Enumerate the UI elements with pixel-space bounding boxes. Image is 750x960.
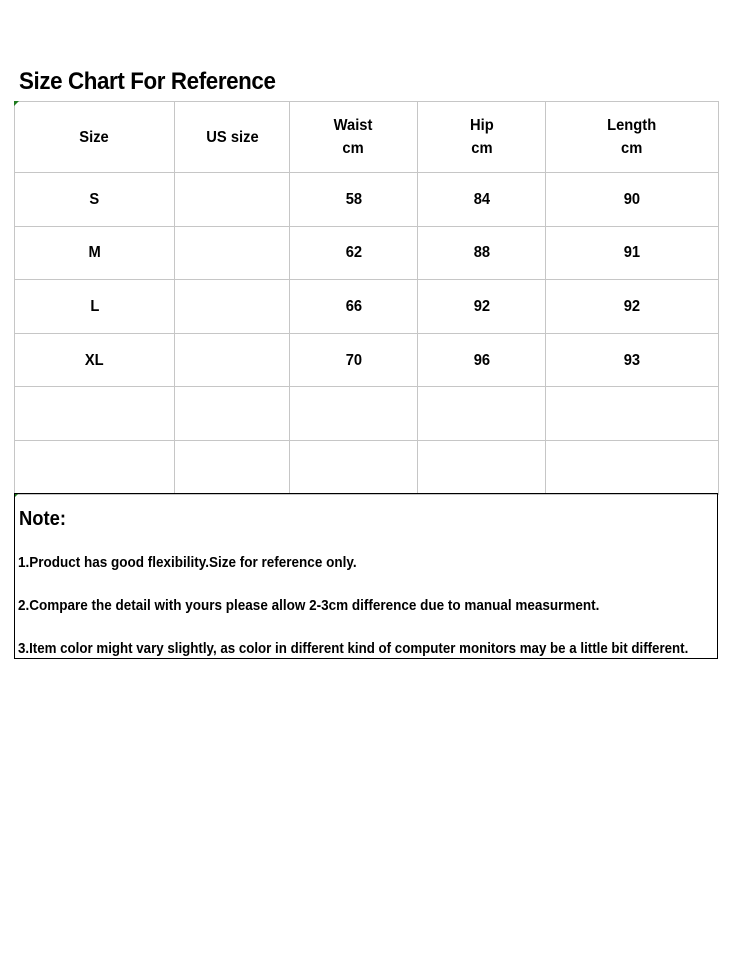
cell-hip: 88 <box>418 226 546 280</box>
cell-us-size <box>175 333 290 387</box>
table-row-empty <box>15 440 719 494</box>
table-row <box>15 280 719 334</box>
cell-empty <box>290 387 418 441</box>
cell-empty <box>546 440 719 494</box>
header-size: Size <box>15 102 175 173</box>
cell-empty <box>418 440 546 494</box>
header-length: Length cm <box>546 102 719 173</box>
table-row <box>15 333 719 387</box>
cell-us-size <box>175 280 290 334</box>
cell-length: 91 <box>546 226 719 280</box>
cell-waist: 70 <box>290 333 418 387</box>
cell-empty <box>15 387 175 441</box>
cell-size: XL <box>15 333 175 387</box>
cell-waist: 62 <box>290 226 418 280</box>
table-header-row <box>15 102 719 173</box>
cell-size: L <box>15 280 175 334</box>
header-us-size: US size <box>175 102 290 173</box>
cell-hip: 92 <box>418 280 546 334</box>
header-waist: Waist cm <box>290 102 418 173</box>
note-line: 2.Compare the detail with yours please allow 2-3cm difference due to manual measurment. <box>18 597 600 614</box>
table-row-empty <box>15 387 719 441</box>
notes-title: Note: <box>19 508 67 530</box>
cell-empty <box>418 387 546 441</box>
cell-hip: 84 <box>418 173 546 227</box>
cell-hip: 96 <box>418 333 546 387</box>
cell-empty <box>290 440 418 494</box>
table-row <box>15 226 719 280</box>
cell-empty <box>15 440 175 494</box>
page-title: Size Chart For Reference <box>19 68 276 95</box>
size-chart-table <box>14 101 719 495</box>
note-line: 3.Item color might vary slightly, as color in different kind of computer monitors may be a little bit different. <box>18 640 689 657</box>
table-row <box>15 173 719 227</box>
cell-us-size <box>175 226 290 280</box>
cell-length: 92 <box>546 280 719 334</box>
cell-us-size <box>175 173 290 227</box>
cell-empty <box>175 440 290 494</box>
cell-empty <box>175 387 290 441</box>
cell-length: 93 <box>546 333 719 387</box>
cell-waist: 58 <box>290 173 418 227</box>
cell-comment-marker <box>14 101 19 106</box>
notes-box <box>14 493 718 659</box>
cell-length: 90 <box>546 173 719 227</box>
cell-waist: 66 <box>290 280 418 334</box>
header-hip: Hip cm <box>418 102 546 173</box>
note-line: 1.Product has good flexibility.Size for reference only. <box>18 554 357 571</box>
cell-size: S <box>15 173 175 227</box>
cell-size: M <box>15 226 175 280</box>
cell-empty <box>546 387 719 441</box>
